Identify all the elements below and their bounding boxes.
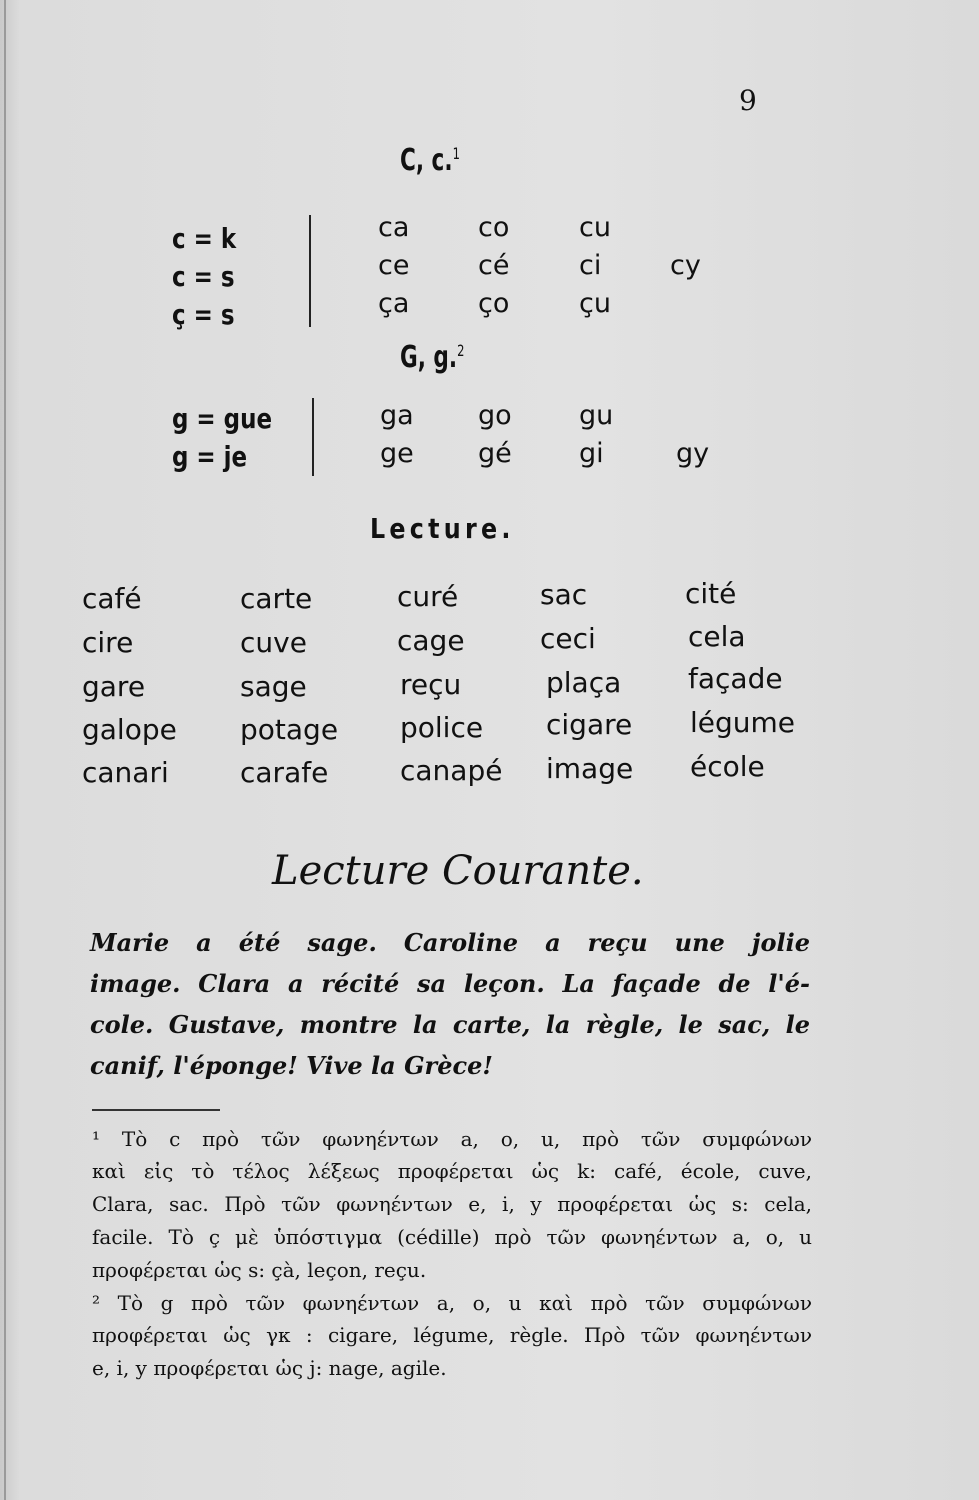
footnote-line: ¹ Τὸ c πρὸ τῶν φωνηέντων a, o, u, πρὸ τῶν συμφώνων — [92, 1127, 812, 1151]
section-c-rules — [172, 220, 236, 334]
syllable: ge — [380, 438, 414, 469]
word: plaça — [546, 666, 622, 699]
word: école — [690, 750, 765, 783]
word: image — [546, 752, 634, 785]
syllable: ci — [579, 250, 602, 281]
word: cire — [82, 626, 134, 659]
syllable: gy — [676, 438, 710, 469]
word: carafe — [240, 756, 329, 789]
footnote-line: προφέρεται ὡς γκ : cigare, légume, règle. Πρὸ τῶν φωνηέντων — [92, 1323, 812, 1347]
paragraph-line: Marie a été sage. Caroline a reçu une jolie — [90, 928, 810, 957]
word: curé — [397, 580, 459, 613]
syllable: cé — [478, 250, 510, 281]
lecture-heading: Lecture. — [370, 512, 515, 545]
syllable: ca — [378, 212, 410, 243]
paragraph-line: image. Clara a récité sa leçon. La façade de l'é- — [90, 969, 810, 998]
word: sage — [240, 670, 307, 703]
section-g-divider — [312, 398, 314, 476]
footnote-line: καὶ εἰς τὸ τέλος λέξεως προφέρεται ὡς k: café, école, cuve, — [92, 1159, 812, 1183]
syllable: co — [478, 212, 510, 243]
syllable: gu — [579, 400, 614, 431]
syllable: ço — [478, 288, 510, 319]
word: cela — [688, 620, 746, 653]
word: gare — [82, 670, 146, 703]
syllable: ce — [378, 250, 410, 281]
word: cité — [685, 577, 737, 610]
footnote-line: προφέρεται ὡς s: çà, leçon, reçu. — [92, 1258, 427, 1282]
page-edge — [4, 0, 6, 1500]
syllable: gé — [478, 438, 512, 469]
syllable: gi — [579, 438, 604, 469]
section-c-heading: C, c.$^1$ — [400, 143, 460, 178]
syllable: go — [478, 400, 512, 431]
rule-line: ç = s — [172, 298, 235, 331]
rule-line: g = je — [172, 440, 248, 473]
word: reçu — [400, 668, 462, 701]
footnote-separator — [92, 1109, 220, 1111]
word: cuve — [240, 626, 307, 659]
section-g-heading: G, g.$^2$ — [400, 340, 465, 375]
word: potage — [240, 713, 339, 746]
word: canapé — [400, 754, 503, 787]
footnote-line: facile. Τὸ ç μὲ ὑπόστιγμα (cédille) πρὸ τῶν φωνηέντων a, o, u — [92, 1225, 812, 1249]
word: façade — [688, 662, 783, 695]
word: légume — [690, 706, 796, 739]
syllable: cy — [670, 250, 701, 281]
word: carte — [240, 582, 313, 615]
footnote-line: e, i, y προφέρεται ὡς j: nage, agile. — [92, 1356, 447, 1380]
paragraph-line: canif, l'éponge! Vive la Grèce! — [90, 1051, 493, 1080]
lecture-courante-heading: Lecture Courante. — [272, 848, 644, 894]
word: galope — [82, 713, 177, 746]
paragraph-line: cole. Gustave, montre la carte, la règle, le sac, le — [90, 1010, 810, 1039]
word: café — [82, 582, 142, 615]
footnote-line: Clara, sac. Πρὸ τῶν φωνηέντων e, i, y προφέρεται ὡς s: cela, — [92, 1192, 812, 1216]
word: sac — [540, 578, 588, 611]
rule-line: c = s — [172, 260, 235, 293]
word: police — [400, 711, 484, 744]
rule-line: c = k — [172, 222, 237, 255]
reading-paragraph — [90, 922, 810, 1086]
page-number: 9 — [739, 84, 757, 117]
syllable: cu — [579, 212, 611, 243]
word: cage — [397, 624, 465, 657]
syllable: ga — [380, 400, 414, 431]
section-g-rules — [172, 400, 272, 476]
section-c-divider — [309, 215, 311, 327]
word: cigare — [546, 708, 633, 741]
syllable: ça — [378, 288, 410, 319]
rule-line: g = gue — [172, 402, 273, 435]
syllable: çu — [579, 288, 611, 319]
footnote-line: ² Τὸ g πρὸ τῶν φωνηέντων a, o, u καὶ πρὸ τῶν συμφώνων — [92, 1291, 812, 1315]
word: canari — [82, 756, 169, 789]
word: ceci — [540, 622, 596, 655]
